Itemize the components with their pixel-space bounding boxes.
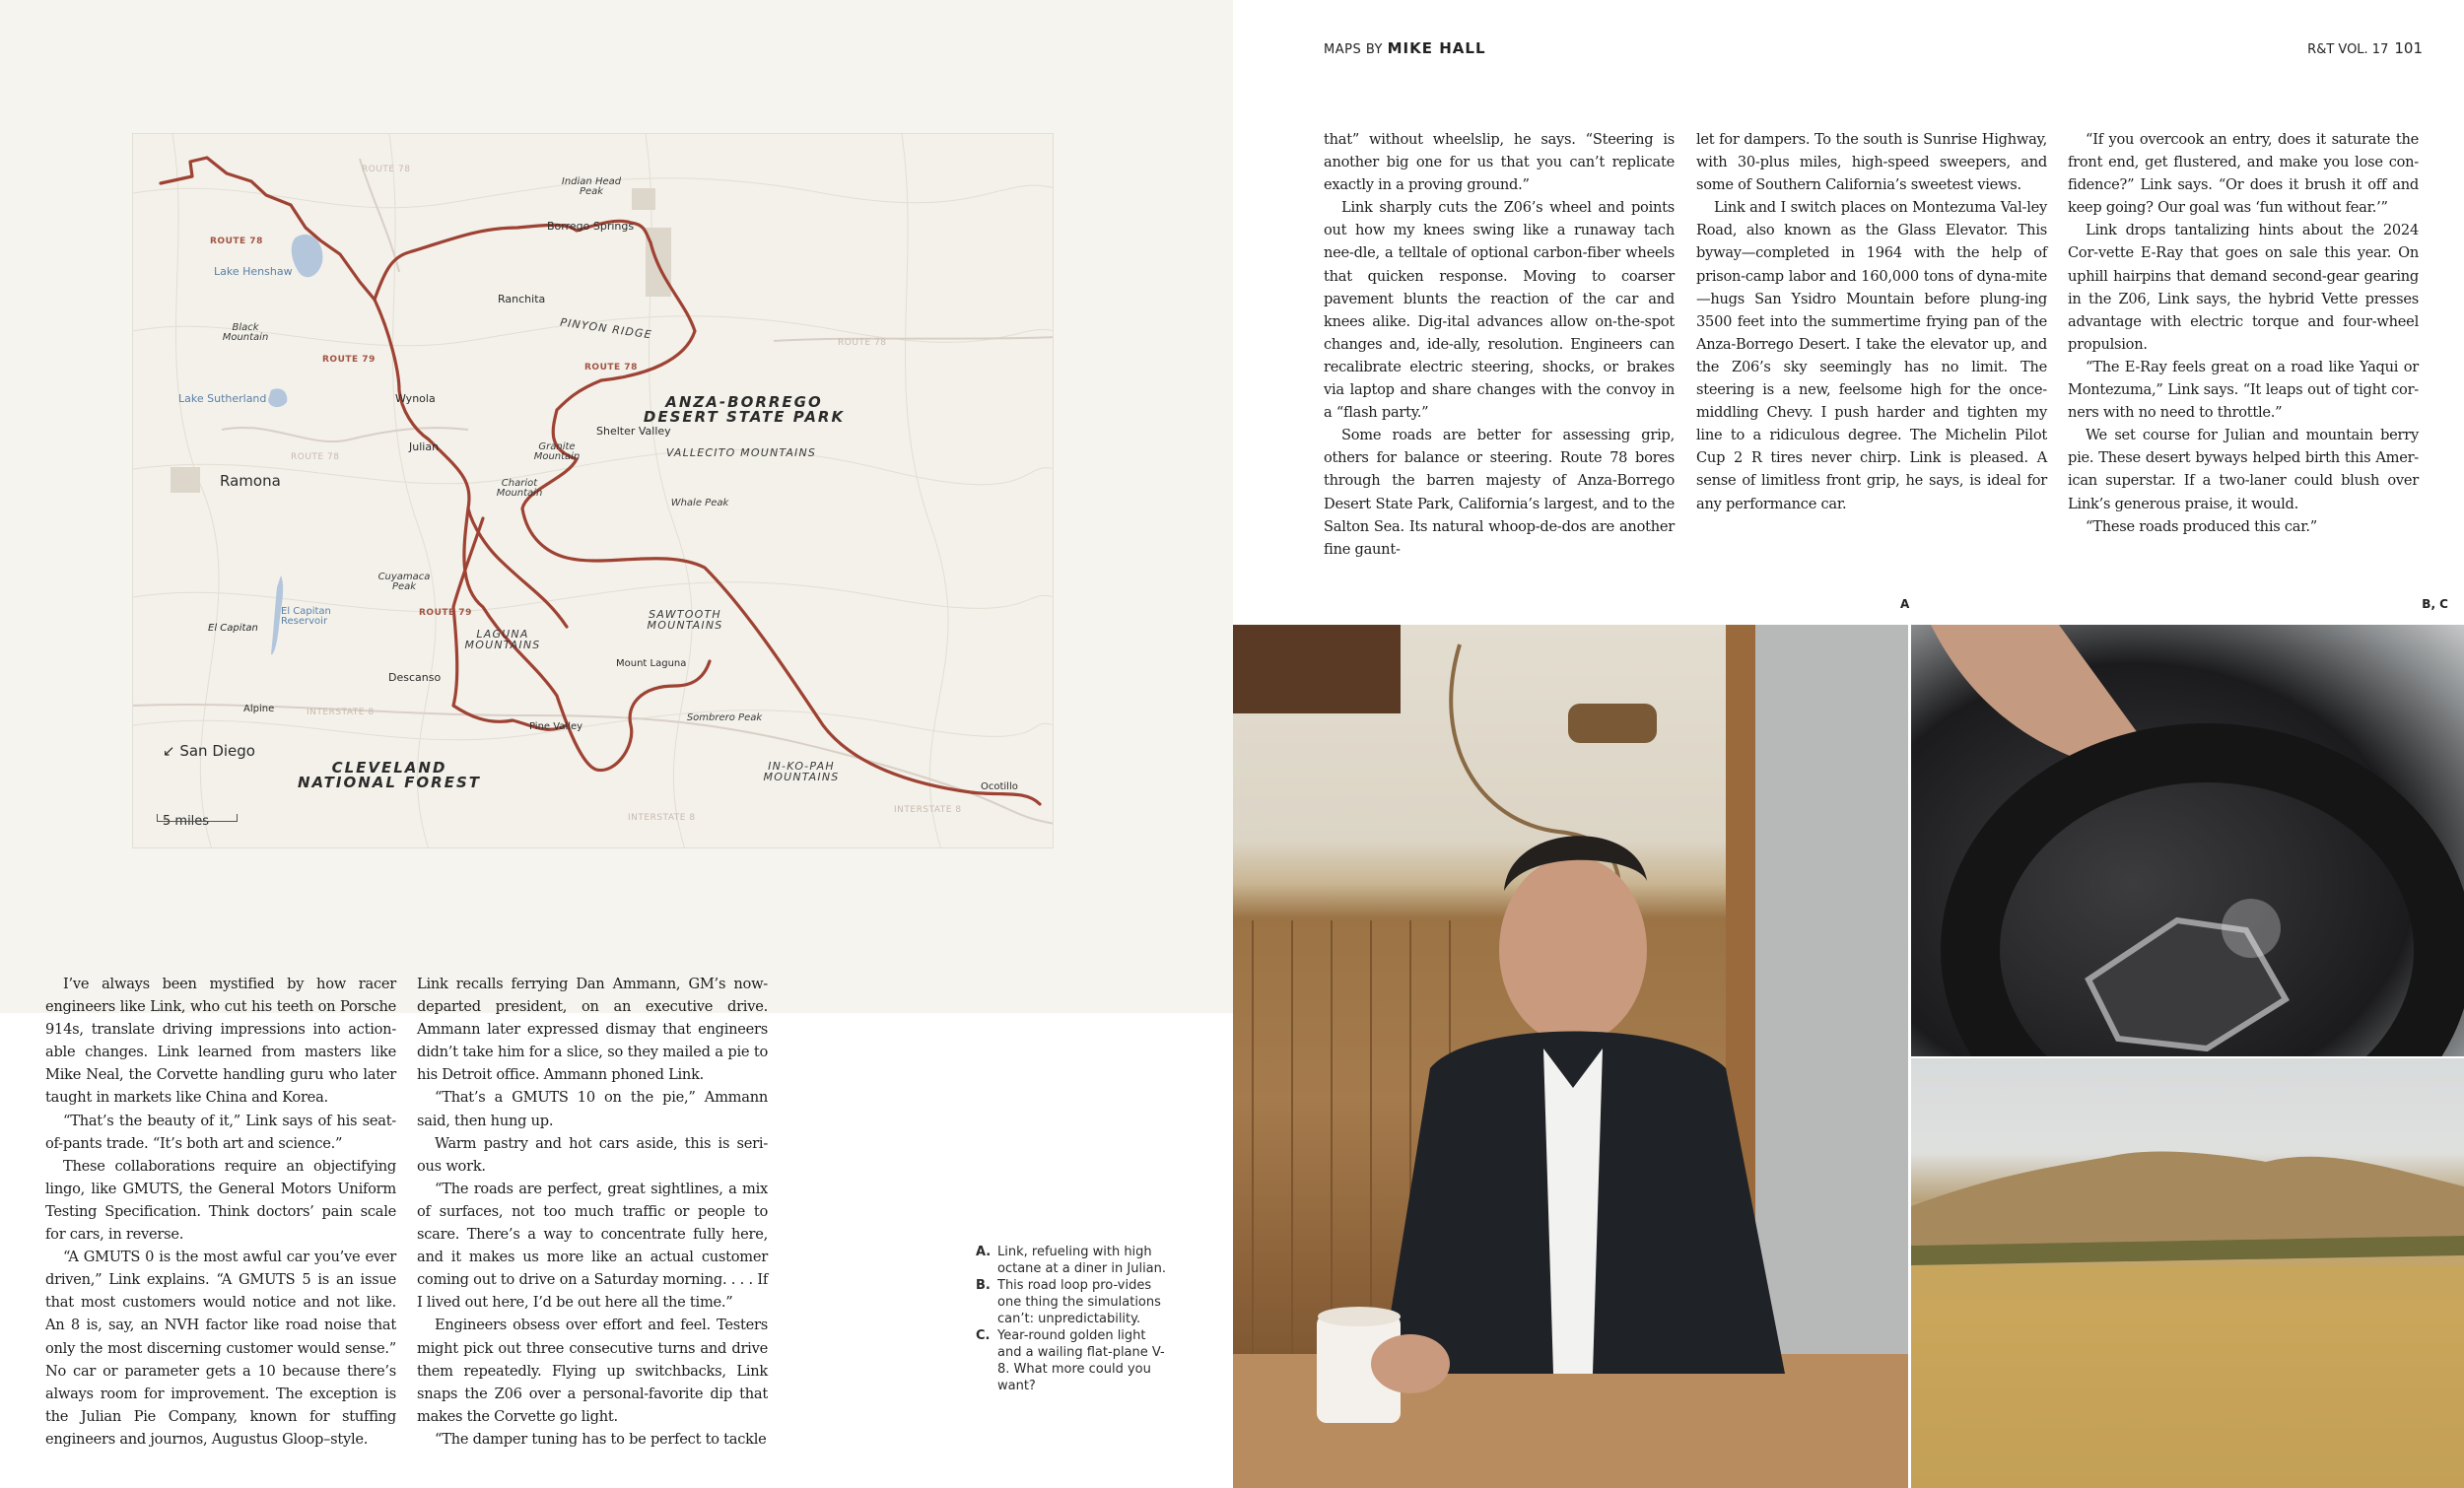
map-road-label: ROUTE 78 (362, 165, 411, 174)
map-credit-author: MIKE HALL (1387, 39, 1486, 57)
right-page (1233, 0, 2464, 1488)
map-town-label: Ocotillo (981, 781, 1018, 792)
map-town-label: Mount Laguna (616, 658, 687, 669)
map-region-label: SAWTOOTH MOUNTAINS (647, 608, 723, 632)
map-region-label: IN-KO-PAH MOUNTAINS (763, 760, 840, 783)
paragraph: These collaborations require an objectifying lingo, like GMUTS, the General Motors Uniform Testing Specification. Think doctors’ pain scale for cars, in reverse. (45, 1157, 396, 1244)
map-region-label: VALLECITO MOUNTAINS (665, 446, 817, 459)
right-column-1 (1324, 128, 1675, 561)
map-road-label: INTERSTATE 8 (307, 708, 375, 717)
map-road-label: ROUTE 79 (322, 355, 376, 365)
paragraph: “These roads produced this car.” (2086, 517, 2317, 535)
map-peak-label: Sombrero Peak (686, 712, 763, 723)
photo-b-scene (1911, 625, 2464, 1056)
map-lake-label: El Capitan Reservoir (281, 606, 331, 627)
map-peak-label: Chariot Mountain (496, 478, 543, 499)
caption-key: B. (976, 1278, 991, 1293)
photo-c-scene (1911, 1058, 2464, 1488)
map-road-label: ROUTE 78 (838, 338, 887, 348)
map-credit-prefix: MAPS BY (1324, 42, 1383, 57)
map-road-label: INTERSTATE 8 (894, 805, 962, 815)
paragraph: Warm pastry and hot cars aside, this is seri-ous work. (417, 1134, 768, 1175)
paragraph: Engineers obsess over effort and feel. Testers might pick out three consecutive turns and drive them repeatedly. Flying up switchbacks, Link snaps the Z06 over a personal-favorite dip that makes the Corvette go light. (417, 1317, 768, 1425)
photo-steering-wheel (1911, 625, 2464, 1056)
right-column-2 (1696, 128, 2047, 515)
paragraph: I’ve always been mystified by how racer engineers like Link, who cut his teeth on Porsche 914s, translate driving impressions into action-able changes. Link learned from masters like Mike Neal, the Corvette handling guru who later taught in markets like China and Korea. (45, 976, 396, 1107)
caption-text: This road loop pro-vides one thing the simulations can’t: unpredictability. (997, 1278, 1161, 1326)
caption-key: C. (976, 1328, 991, 1343)
map-peak-label: Whale Peak (670, 498, 729, 508)
photo-desert-landscape (1911, 1058, 2464, 1488)
map-road-label: ROUTE 78 (584, 363, 638, 372)
paragraph: “A GMUTS 0 is the most awful car you’ve ever driven,” Link explains. “A GMUTS 5 is an issue that most customers would notice and not like. An 8 is, say, an NVH factor like road noise that only the most discerning customer would sense.” No car or parameter gets a 10 because there’s always room for improvement. The exception is the Julian Pie Company, known for stuffing engineers and journos, Augustus Gloop–style. (45, 1249, 396, 1448)
map-town-label: Ranchita (498, 293, 546, 305)
left-column-1 (45, 973, 396, 1451)
caption-item (976, 1327, 1173, 1394)
map-town-label: Shelter Valley (596, 425, 671, 438)
photo-link-at-diner (1233, 625, 1908, 1488)
map-road-label: ROUTE 78 (210, 237, 263, 246)
photo-tag-a: A (1900, 597, 1910, 611)
left-column-2 (417, 973, 768, 1451)
map-peak-label: Granite Mountain (533, 441, 581, 462)
map-town-label: Descanso (388, 671, 442, 684)
map-road-label: ROUTE 79 (419, 608, 472, 618)
map-town-label: Borrego Springs (547, 220, 635, 233)
paragraph: “That’s a GMUTS 10 on the pie,” Ammann said, then hung up. (417, 1089, 768, 1129)
map-road-label: ROUTE 78 (291, 452, 340, 462)
map-lake-label: Lake Sutherland (178, 392, 267, 405)
paragraph: “That’s the beauty of it,” Link says of his seat-of-pants trade. “It’s both art and science.” (45, 1112, 396, 1152)
map-credit (1324, 39, 1486, 57)
map-town-label: El Capitan (208, 623, 258, 634)
map-peak-label: Cuyamaca Peak (377, 572, 431, 592)
map-scale-label: 5 miles (163, 814, 210, 829)
map-region-label: PINYON RIDGE (559, 315, 653, 342)
map-town-label: Pine Valley (529, 721, 583, 732)
caption-item (976, 1277, 1173, 1327)
map-town-label: Ramona (220, 472, 281, 490)
route-map (132, 133, 1054, 848)
paragraph: Some roads are better for assessing grip, others for balance or steering. Route 78 bores through the barren majesty of Anza-Borrego Desert State Park, California’s largest, and to the Salton Sea. Its natural whoop-de-dos are another fine gaunt- (1324, 427, 1675, 558)
caption-item (976, 1244, 1173, 1277)
photo-tag-bc: B, C (2422, 597, 2448, 611)
page-number: 101 (2394, 39, 2423, 57)
map-town-label: Wynola (395, 392, 436, 405)
map-region-label: CLEVELAND NATIONAL FOREST (297, 759, 482, 791)
folio (2307, 39, 2423, 57)
map-lake-label: Lake Henshaw (214, 265, 293, 278)
right-column-3 (2068, 128, 2419, 538)
map-terrain (133, 134, 1054, 848)
map-peak-label: Black Mountain (222, 322, 269, 343)
map-town-label: Julian (409, 440, 440, 453)
paragraph: “The E-Ray feels great on a road like Yaqui or Montezuma,” Link says. “It leaps out of tight cor-ners with no need to throttle.” (2068, 358, 2419, 422)
map-region-label: ANZA-BORREGO DESERT STATE PARK (643, 393, 846, 426)
caption-text: Link, refueling with high octane at a diner in Julian. (997, 1245, 1167, 1276)
paragraph: Link sharply cuts the Z06’s wheel and points out how my knees swing like a runaway tach nee-dle, a telltale of optional carbon-fiber wheels that quicken response. Moving to coarser pavement blunts the reaction of the car and knees alike. Dig-ital advances allow on-the-spot changes and, ide-ally, resolution. Engineers can recalibrate electric steering, shocks, or brakes via laptop and share changes with the convoy in a “flash party.” (1324, 199, 1675, 422)
caption-key: A. (976, 1245, 992, 1259)
map-road-label: INTERSTATE 8 (628, 813, 696, 823)
paragraph: Link recalls ferrying Dan Ammann, GM’s now-departed president, on an executive drive. Ammann later expressed dismay that engineers didn’t take him for a slice, so they mailed a pie to his Detroit office. Ammann phoned Link. (417, 976, 768, 1084)
paragraph: Link drops tantalizing hints about the 2024 Cor-vette E-Ray that goes on sale this year. On uphill hairpins that demand second-gear gearing in the Z06, Link says, the hybrid Vette presses advantage with electric torque and four-wheel propulsion. (2068, 222, 2419, 353)
paragraph: Link and I switch places on Montezuma Val-ley Road, also known as the Glass Elevator. This byway—completed in 1964 with the help of prison-camp labor and 160,000 tons of dyna-mite—hugs San Ysidro Mountain before plung-ing 3500 feet into the summertime frying pan of the Anza-Borrego Desert. I take the elevator up, and the Z06’s sky seemingly has no limit. The steering is a new, feelsome high for the once-middling Chevy. I push harder and tighten my line to a ridiculous degree. The Michelin Pilot Cup 2 R tires never chirp. Link is pleased. A sense of limitless front grip, he says, is ideal for any performance car. (1696, 199, 2047, 512)
issue-label: R&T VOL. 17 (2307, 42, 2389, 57)
paragraph: “If you overcook an entry, does it saturate the front end, get flustered, and make you lose con-fidence?” Link says. “Or does it brush it off and keep going? Our goal was ‘fun without fear.’” (2068, 131, 2419, 217)
paragraph: “The damper tuning has to be perfect to tackle (435, 1430, 767, 1448)
map-region-label: LAGUNA MOUNTAINS (464, 628, 541, 651)
paragraph: “The roads are perfect, great sightlines, a mix of surfaces, not too much traffic or people to scare. There’s a way to concentrate fully here, and it makes us more like an actual customer coming out to drive on a Saturday morning. . . . If I lived out here, I’d be out here all the time.” (417, 1180, 768, 1312)
photo-captions (976, 1244, 1173, 1394)
map-town-name: San Diego (179, 742, 255, 760)
paragraph: let for dampers. To the south is Sunrise Highway, with 30-plus miles, high-speed sweepers, and some of Southern California’s sweetest views. (1696, 131, 2047, 194)
paragraph: that” without wheelslip, he says. “Steering is another big one for us that you can’t replicate exactly in a proving ground.” (1324, 131, 1675, 194)
map-town-label: Alpine (243, 704, 275, 714)
photo-a-scene (1233, 625, 1908, 1488)
map-peak-label: Indian Head Peak (561, 176, 622, 197)
paragraph: We set course for Julian and mountain berry pie. These desert byways helped birth this Amer-ican superstar. If a two-laner could blush over Link’s generous praise, it would. (2068, 427, 2419, 512)
map-town-label: ↙ San Diego (163, 742, 255, 760)
map-scale-bar (157, 814, 238, 822)
caption-text: Year-round golden light and a wailing flat-plane V-8. What more could you want? (997, 1328, 1165, 1393)
